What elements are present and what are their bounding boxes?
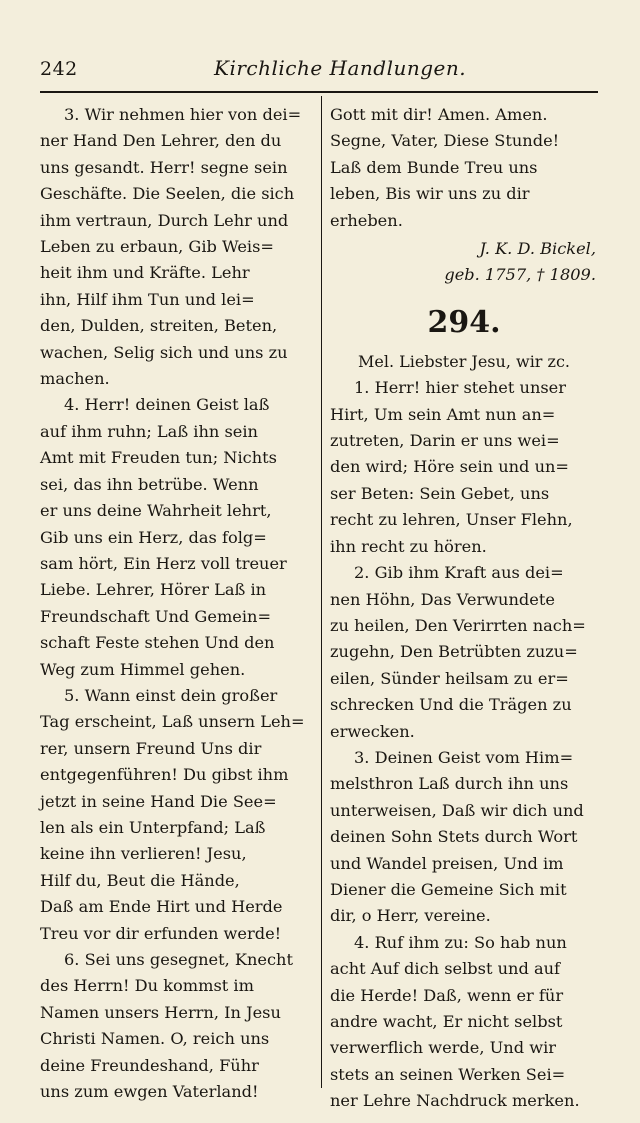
- hymn-number: 294.: [427, 304, 501, 340]
- hymn-294-stanza-3: 3. Deinen Geist vom Him= melsthron Laß durch ihn uns unterweisen, Daß wir dich und deinen Sohn Stets durch Wort und Wandel preisen, Und im Diener die Gemeine Sich mit dir, o Herr, vereine.: [330, 747, 584, 926]
- hymn-294-stanza-1: 1. Herr! hier stehet unser Hirt, Um sein Amt nun an= zutreten, Darin er uns wei= den wird; Höre sein und un= ser Beten: Sein Gebet, uns recht zu lehren, Unser Flehn, ihn recht zu hören.: [330, 378, 573, 556]
- right-column: [330, 102, 598, 1115]
- melody-line: Mel. Liebster Jesu, wir zc.: [357, 351, 571, 371]
- stanza-4: 4. Herr! deinen Geist laß auf ihm ruhn; Laß ihn sein Amt mit Freuden tun; Nichts sei, das ihn betrübe. Wenn er uns deine Wahrheit lehrt, Gib uns ein Herz, das folg= sam hört, Ein Herz voll treuer Liebe. Lehrer, Hörer Laß in Freundschaft Und Gemein= schaft Feste stehen Und den Weg zum Himmel gehen.: [40, 395, 287, 679]
- stanza-6: 6. Sei uns gesegnet, Knecht des Herrn! Du kommst im Namen unsers Herrn, In Jesu Christi Namen. O, reich uns deine Freundeshand, Führ uns zum ewgen Vaterland!: [40, 950, 293, 1102]
- running-head: Kirchliche Handlungen.: [214, 56, 467, 80]
- header-rule: [40, 91, 598, 93]
- stanza-5: 5. Wann einst dein großer Tag erscheint, Laß unsern Leh= rer, unsern Freund Uns dir entgegenführen! Du gibst ihm jetzt in seine Hand Die See= len als ein Unterpfand; Laß keine ihn verlieren! Jesu, Hilf du, Beut die Hände, Daß am Ende Hirt und Herde Treu vor dir erfunden werde!: [40, 685, 305, 943]
- page-number: 242: [40, 58, 78, 80]
- hymn-294-stanza-2: 2. Gib ihm Kraft aus dei= nen Höhn, Das Verwundete zu heilen, Den Verirrten nach= zugehn, Den Betrübten zuzu= eilen, Sünder heilsam zu er= schrecken Und die Trägen zu erwecken.: [330, 563, 586, 741]
- stanza-3: 3. Wir nehmen hier von dei= ner Hand Den Lehrer, den du uns gesandt. Herr! segne sein Geschäfte. Die Seelen, die sich ihm vertraun, Durch Lehr und Leben zu erbaun, Gib Weis= heit ihm und Kräfte. Lehr ihn, Hilf ihm Tun und lei= den, Dulden, streiten, Beten, wachen, Selig sich und uns zu machen.: [40, 105, 302, 389]
- stanza-6-continuation: Gott mit dir! Amen. Amen. Segne, Vater, Diese Stunde! Laß dem Bunde Treu uns leben, Bis wir uns zu dir erheben.: [330, 105, 560, 230]
- hymn-294-stanza-4: 4. Ruf ihm zu: So hab nun acht Auf dich selbst und auf die Herde! Daß, wenn er für andre wacht, Er nicht selbst verwerflich werde, Und wir stets an seinen Werken Sei= ner Lehre Nachdruck merken.: [330, 932, 580, 1111]
- hymn-author: J. K. D. Bickel, geb. 1757, † 1809.: [444, 239, 596, 285]
- column-divider: [321, 96, 322, 1088]
- left-column: [40, 102, 312, 1105]
- page-header: [40, 54, 598, 90]
